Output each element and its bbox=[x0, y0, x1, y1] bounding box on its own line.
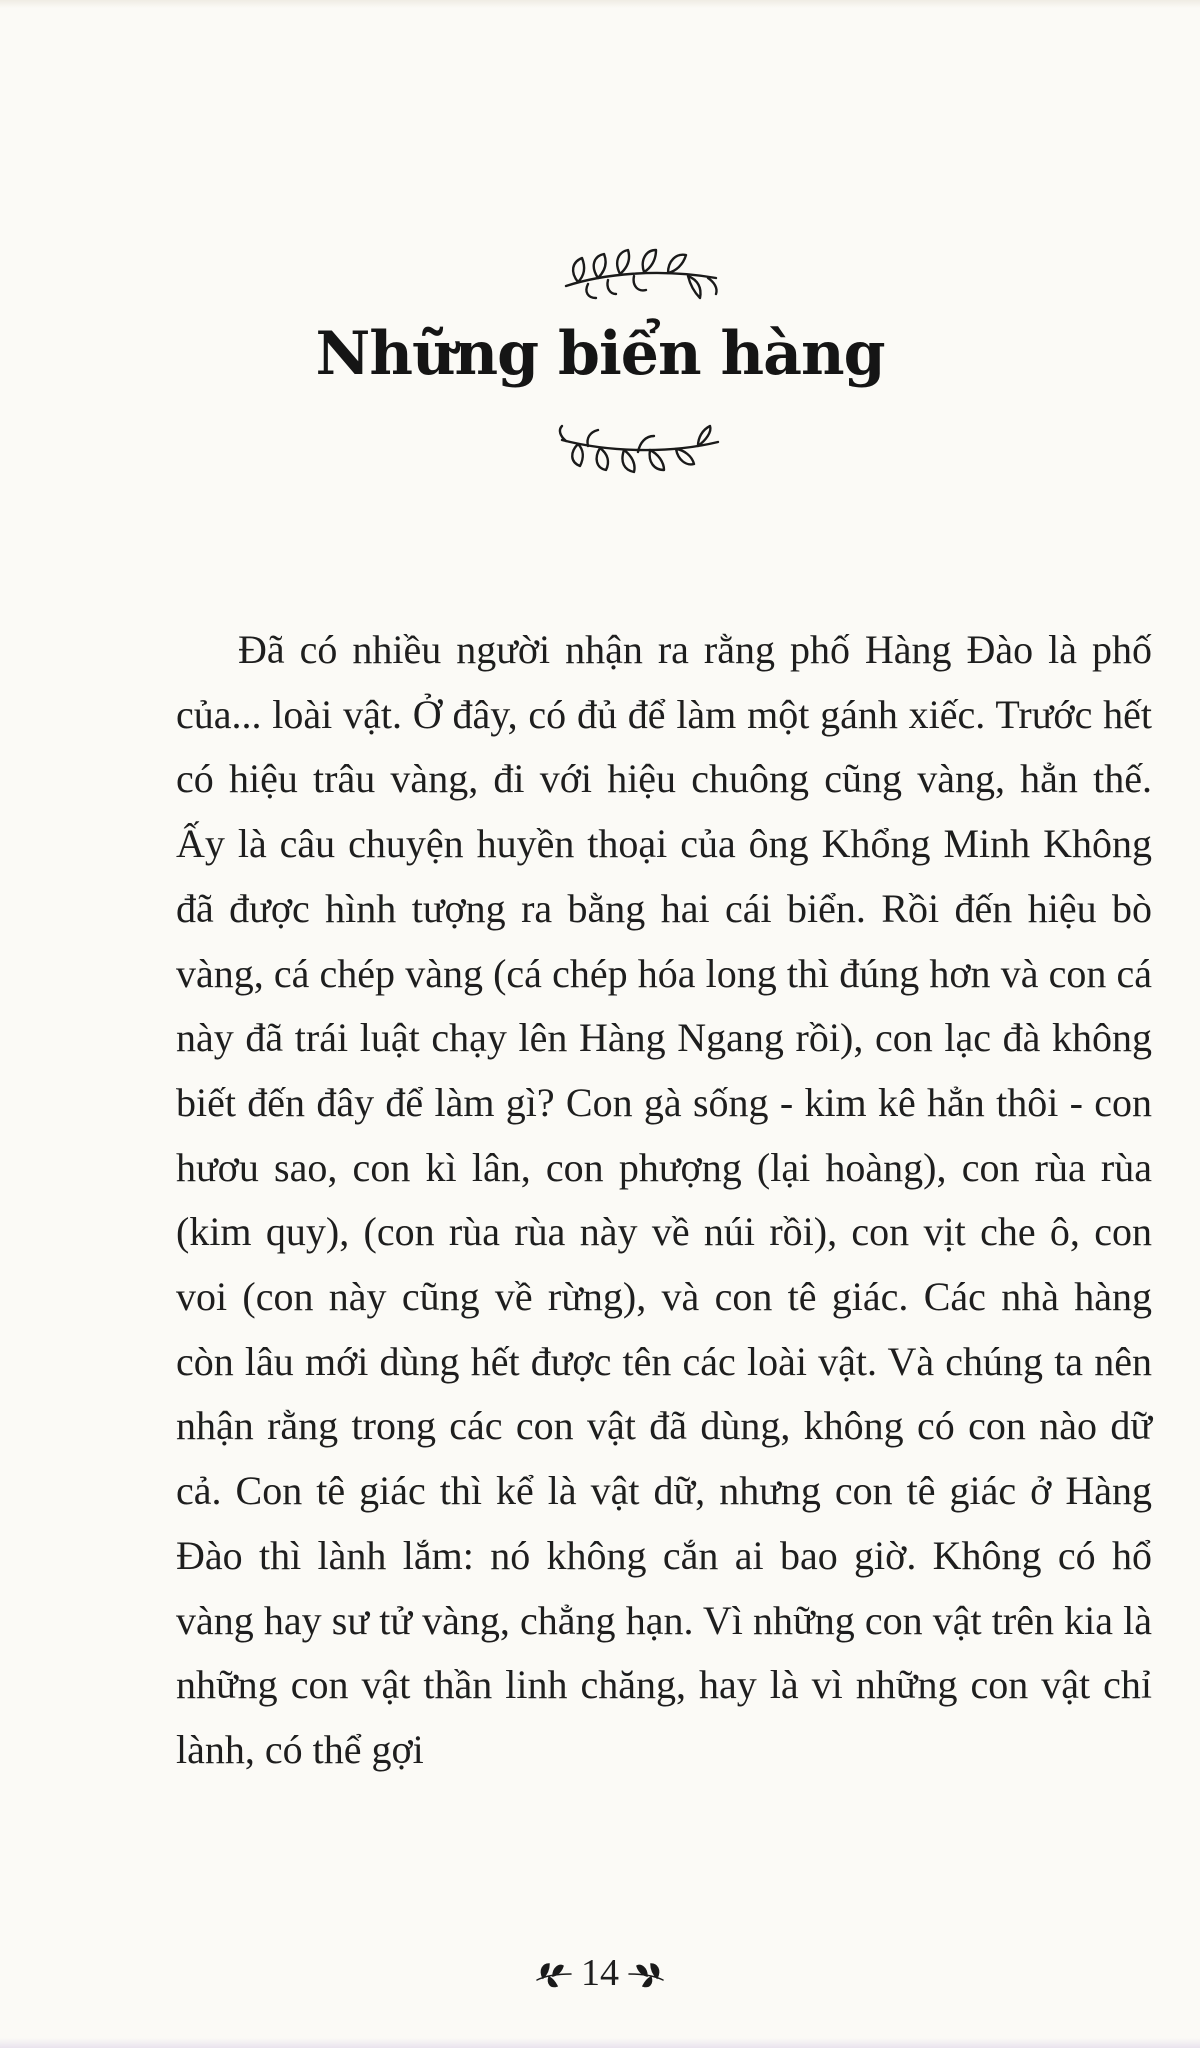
leafy-branch-icon bbox=[548, 418, 728, 488]
page-top-edge bbox=[0, 0, 1200, 8]
chapter-title: Những biển hàng bbox=[315, 319, 885, 389]
page-footer bbox=[0, 1948, 1200, 1998]
leaf-sprig-icon bbox=[531, 1956, 575, 1990]
page-number: 14 bbox=[581, 1952, 619, 1994]
page-bottom-edge bbox=[0, 2038, 1200, 2048]
leafy-branch-icon bbox=[548, 238, 728, 308]
body-paragraph: Đã có nhiều người nhận ra rằng phố Hàng Đào là phố của... loài vật. Ở đây, có đủ để làm một gánh xiếc. Trước hết có hiệu trâu vàng, đi với hiệu chuông cũng vàng, hẳn thế. Ấy là câu chuyện huyền thoại của ông Khổng Minh Không đã được hình tượng ra bằng hai cái biển. Rồi đến hiệu bò vàng, cá chép vàng (cá chép hóa long thì đúng hơn và con cá này đã trái luật chạy lên Hàng Ngang rồi), con lạc đà không biết đến đây để làm gì? Con gà sống - kim kê hẳn thôi - con hươu sao, con kì lân, con phượng (lại hoàng), con rùa rùa (kim quy), (con rùa rùa này về núi rồi), con vịt che ô, con voi (con này cũng về rừng), và con tê giác. Các nhà hàng còn lâu mới dùng hết được tên các loài vật. Và chúng ta nên nhận rằng trong các con vật đã dùng, không có con nào dữ cả. Con tê giác thì kể là vật dữ, nhưng con tê giác ở Hàng Đào thì lành lắm: nó không cắn ai bao giờ. Không có hổ vàng hay sư tử vàng, chẳng hạn. Vì những con vật trên kia là những con vật thần linh chăng, hay là vì những con vật chỉ lành, có thể gợi bbox=[176, 627, 1152, 1772]
leaf-sprig-icon bbox=[625, 1956, 669, 1990]
